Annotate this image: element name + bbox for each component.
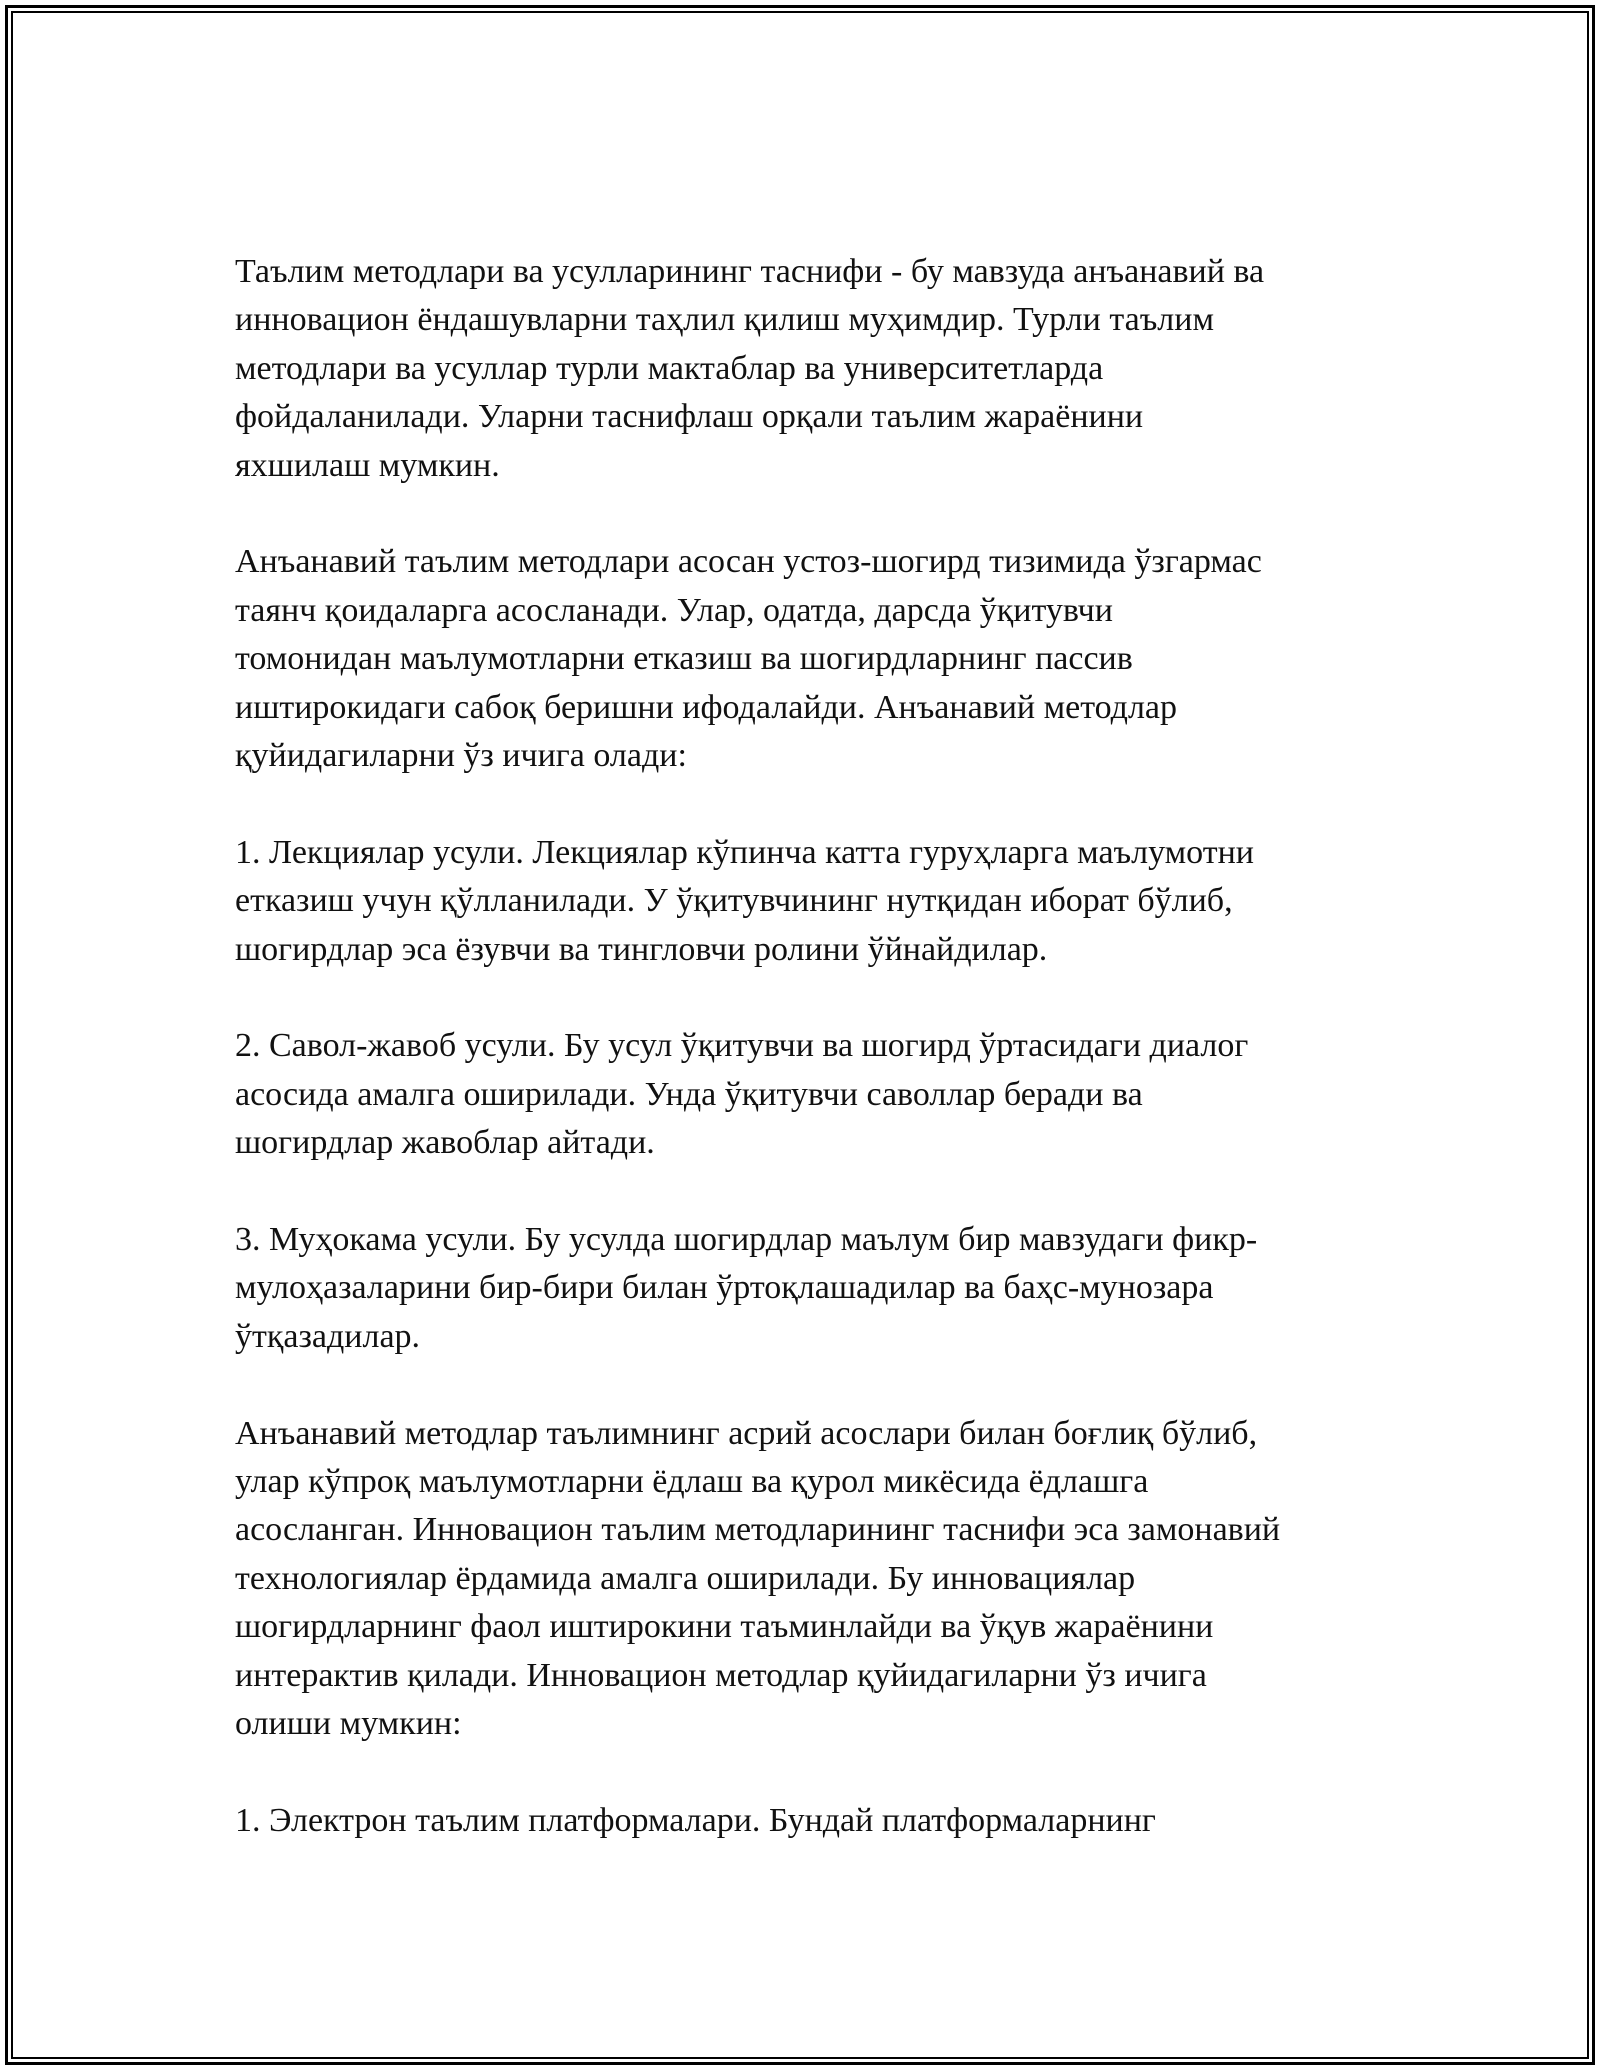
paragraph (235, 538, 1385, 780)
paragraph (235, 248, 1385, 490)
paragraph-line: инновацион ёндашувларни таҳлил қилиш муҳимдир. Турли таълим (235, 301, 1214, 339)
paragraph-line: 1. Электрон таълим платформалари. Бундай платформаларнинг (235, 1801, 1156, 1839)
paragraph-line: 2. Савол-жавоб усули. Бу усул ўқитувчи ва шогирд ўртасидаги диалог (235, 1027, 1249, 1065)
paragraph-line: Таълим методлари ва усулларининг таснифи - бу мавзуда анъанавий ва (235, 253, 1265, 290)
paragraph-line: улар кўпроқ маълумотларни ёдлаш ва қурол микёсида ёдлашга (235, 1463, 1149, 1501)
paragraph (235, 1410, 1385, 1749)
paragraph-line: яхшилаш мумкин. (235, 446, 500, 484)
paragraph-line: асосида амалга оширилади. Унда ўқитувчи саволлар беради ва (235, 1075, 1143, 1113)
paragraph-line: методлари ва усуллар турли мактаблар ва университетларда (235, 349, 1104, 387)
paragraph-line: иштирокидаги сабоқ беришни ифодалайди. Анъанавий методлар (235, 688, 1178, 726)
document-body (235, 248, 1385, 1845)
paragraph-line: мулоҳазаларини бир-бири билан ўртоқлашадилар ва баҳс-мунозара (235, 1269, 1214, 1307)
paragraph-line: 1. Лекциялар усули. Лекциялар кўпинча катта гуруҳларга маълумотни (235, 833, 1254, 871)
paragraph-line: 3. Муҳокама усули. Бу усулда шогирдлар маълум бир мавзудаги фикр- (235, 1221, 1258, 1259)
paragraph-line: олиши мумкин: (235, 1705, 462, 1743)
paragraph-line: томонидан маълумотларни етказиш ва шогирдларнинг пассив (235, 640, 1133, 678)
paragraph-line: таянч қоидаларга асосланади. Улар, одатда, дарсда ўқитувчи (235, 591, 1113, 629)
paragraph-line: интерактив қилади. Инновацион методлар қуйидагиларни ўз ичига (235, 1656, 1207, 1694)
paragraph-line: шогирдларнинг фаол иштирокини таъминлайди ва ўқув жараёнини (235, 1608, 1214, 1646)
paragraph-line: фойдаланилади. Уларни таснифлаш орқали таълим жараёнини (235, 398, 1144, 436)
paragraph-line: асосланган. Инновацион таълим методларининг таснифи эса замонавий (235, 1511, 1281, 1549)
paragraph (235, 1216, 1385, 1361)
paragraph-line: технологиялар ёрдамида амалга оширилади. Бу инновациялар (235, 1559, 1136, 1597)
paragraph-line: шогирдлар жавоблар айтади. (235, 1124, 655, 1162)
paragraph-line: Анъанавий таълим методлари асосан устоз-шогирд тизимида ўзгармас (235, 543, 1262, 581)
paragraph-line: қуйидагиларни ўз ичига олади: (235, 737, 687, 775)
paragraph-line: ўтқазадилар. (235, 1317, 421, 1355)
paragraph (235, 1022, 1385, 1167)
paragraph-line: шогирдлар эса ёзувчи ва тингловчи ролини ўйнайдилар. (235, 930, 1048, 968)
paragraph-line: етказиш учун қўлланилади. У ўқитувчининг нутқидан иборат бўлиб, (235, 882, 1233, 920)
paragraph (235, 829, 1385, 974)
paragraph-line: Анъанавий методлар таълимнинг асрий асослари билан боғлиқ бўлиб, (235, 1414, 1258, 1452)
paragraph (235, 1797, 1385, 1845)
